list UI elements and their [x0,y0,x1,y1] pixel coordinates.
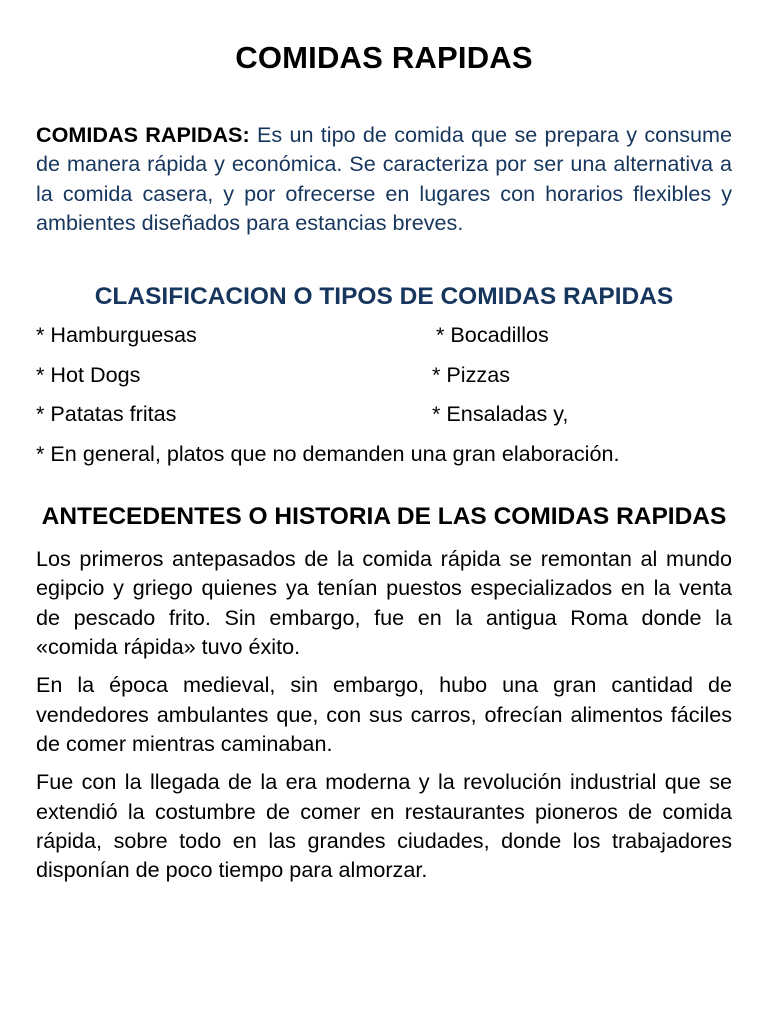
list-item: * Pizzas [432,362,511,388]
history-paragraph: Los primeros antepasados de la comida rápida se remontan al mundo egipcio y griego quienes ya tenían puestos especializados en la venta de pescado frito. Sin embargo, fue en la antigua Roma donde la «comida rápida» tuvo éxito. [36,546,732,660]
list-item: * Patatas fritas [36,401,177,427]
history-paragraph: Fue con la llegada de la era moderna y la revolución industrial que se extendió la costumbre de comer en restaurantes pioneros de comida rápida, sobre todo en las grandes ciudades, donde los trabajadores disponían de poco tiempo para almorzar. [36,769,732,883]
page-title: COMIDAS RAPIDAS [235,40,533,75]
classification-heading: CLASIFICACION O TIPOS DE COMIDAS RAPIDAS [94,283,674,311]
list-item: * Bocadillos [436,322,549,348]
intro-term: COMIDAS RAPIDAS: [36,122,250,147]
intro-paragraph [36,120,732,237]
list-item: * Hot Dogs [36,362,141,388]
history-paragraph: En la época medieval, sin embargo, hubo una gran cantidad de vendedores ambulantes que, con sus carros, ofrecían alimentos fáciles de comer mientras caminaban. [36,672,732,756]
list-item: * Ensaladas y, [432,401,569,427]
list-item: * Hamburguesas [36,322,197,348]
classification-list [36,322,732,478]
intro-definition: Es un tipo de comida que se prepara y consume de manera rápida y económica. Se caracteriza por ser una alternativa a la comida casera, y por ofrecerse en lugares con horarios flexibles y ambientes diseñados para estancias breves. [36,122,733,235]
list-item: * En general, platos que no demanden una gran elaboración. [36,441,620,467]
history-heading: ANTECEDENTES O HISTORIA DE LAS COMIDAS RAPIDAS [41,503,727,531]
document-page [36,0,732,1024]
